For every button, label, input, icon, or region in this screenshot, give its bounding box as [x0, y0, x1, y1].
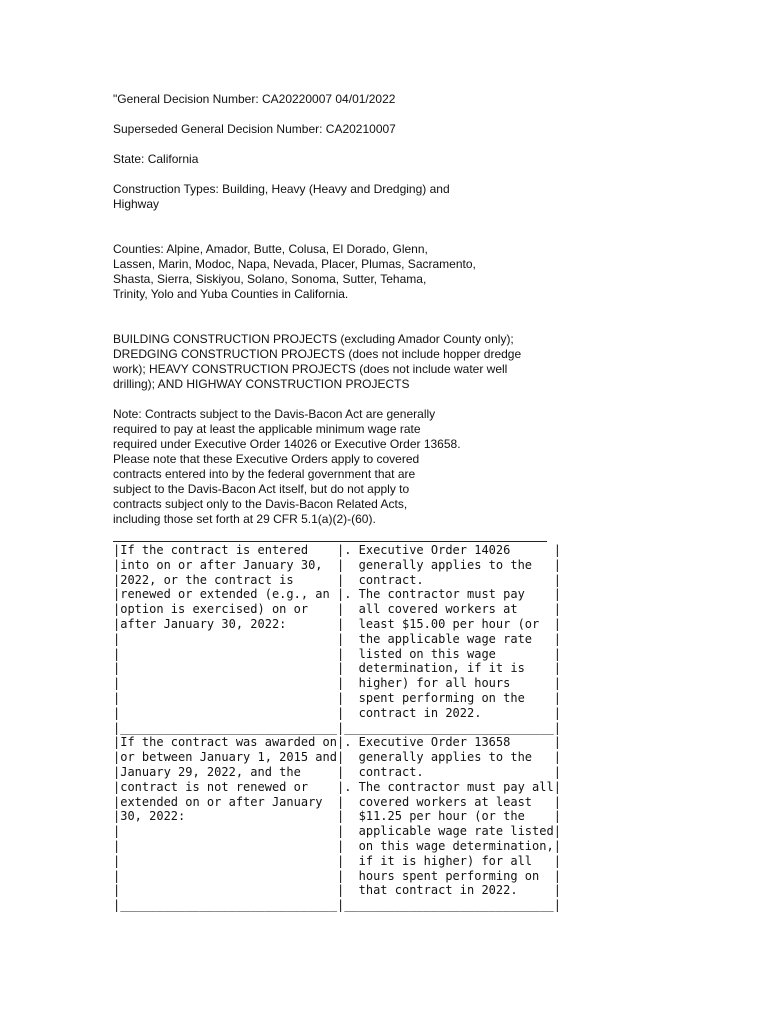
state: State: California	[113, 152, 199, 166]
document-page	[113, 92, 713, 913]
superseded-decision-number: Superseded General Decision Number: CA20210007	[113, 122, 396, 136]
counties-list: Counties: Alpine, Amador, Butte, Colusa, El Dorado, Glenn, Lassen, Marin, Modoc, Napa, Nevada, Placer, Plumas, Sacramento, Shasta, Sierra, Siskiyou, Solano, Sonoma, Sutter, Tehama, Trinity, Yolo and Yuba Counties in California.	[113, 242, 476, 301]
table-top-rule-wrap	[113, 527, 713, 543]
construction-types: Construction Types: Building, Heavy (Heavy and Dredging) and Highway	[113, 182, 450, 211]
decision-number: "General Decision Number: CA20220007 04/01/2022	[113, 92, 396, 106]
table-top-rule	[113, 541, 547, 542]
executive-order-note: Note: Contracts subject to the Davis-Bacon Act are generally required to pay at least the applicable minimum wage rate required under Executive Order 14026 or Executive Order 13658. Please note that these Executive Orders apply to covered contracts entered into by the federal government that are subject to the Davis-Bacon Act itself, but do not apply to contracts subject only to the Davis-Bacon Related Acts, including those set forth at 29 CFR 5.1(a)(2)-(60).	[113, 407, 461, 526]
eo-14026-table-block: |If the contract is entered |. Executive Order 14026 | |into on or after January 30, | generally applies to the | |2022, or the contract is | contract. | |renewed or extended (e.g., an |. The contractor must pay | |option is exercised) on or | all covered workers at | |after January 30, 2022: | least $15.00 per hour (or | | | the applicable wage rate | | | listed on this wage | | | determination, if it is | | | higher) for all hours | | | spent performing on the | | | contract in 2022. | |______________________________|_____________________________|	[113, 543, 561, 735]
eo-13658-table-block: |If the contract was awarded on|. Executive Order 13658 | |or between January 1, 2015 and| generally applies to the | |January 29, 2022, and the | contract. | |contract is not renewed or |. The contractor must pay all| |extended on or after January | covered workers at least | |30, 2022: | $11.25 per hour (or the | | | applicable wage rate listed| | | on this wage determination,| | | if it is higher) for all | | | hours spent performing on | | | that contract in 2022. | |______________________________|_____________________________|	[113, 735, 561, 913]
projects-description: BUILDING CONSTRUCTION PROJECTS (excluding Amador County only); DREDGING CONSTRUCTION PROJECTS (does not include hopper dredge work); HEAVY CONSTRUCTION PROJECTS (does not include water well drilling); AND HIGHWAY CONSTRUCTION PROJECTS	[113, 332, 522, 391]
